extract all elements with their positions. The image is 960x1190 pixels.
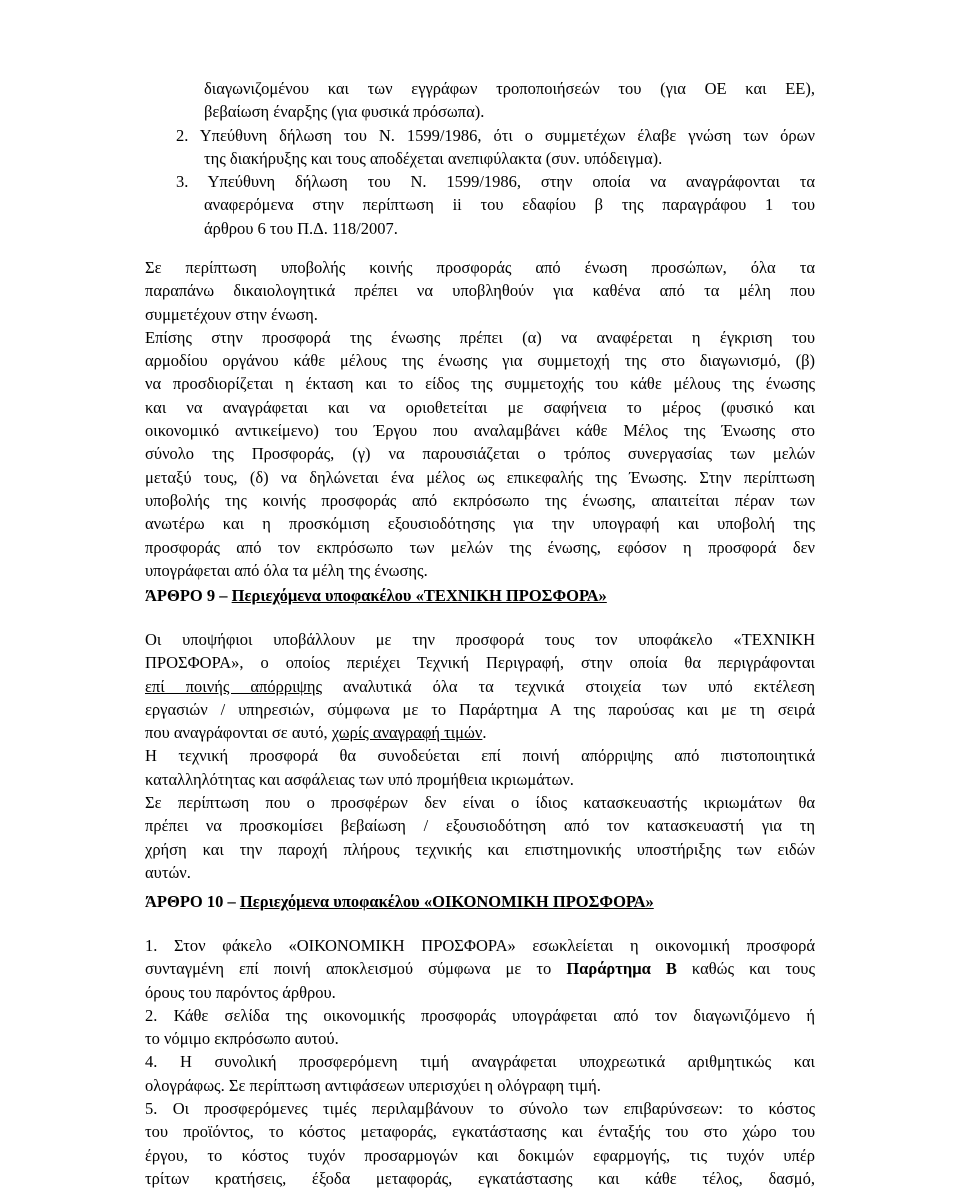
- article-9-line: πρέπει να προσκομίσει βεβαίωση / εξουσιοδότηση από τον κατασκευαστή για τη: [145, 816, 815, 836]
- article-9-line: Η τεχνική προσφορά θα συνοδεύεται επί ποινή απόρριψης από πιστοποιητικά: [145, 746, 815, 766]
- list-line: βεβαίωση έναρξης (για φυσικά πρόσωπα).: [204, 102, 485, 122]
- article-9-number: ΆΡΘΡΟ 9 –: [145, 586, 232, 605]
- requirements-list: [176, 77, 815, 240]
- article-9-title: Περιεχόμενα υποφακέλου «ΤΕΧΝΙΚΗ ΠΡΟΣΦΟΡΑ»: [231, 586, 607, 605]
- list-line: διαγωνιζομένου και των εγγράφων τροποποιήσεών του (για ΟΕ και ΕΕ),: [204, 79, 815, 98]
- article-9-line: χρήση και την παροχή πλήρους τεχνικής και επιστημονικής υποστήριξης των ειδών: [145, 839, 815, 859]
- article-10-number: ΆΡΘΡΟ 10 –: [145, 892, 240, 911]
- paragraph-line: παραπάνω δικαιολογητικά πρέπει να υποβληθούν για καθένα από τα μέλη που: [145, 281, 815, 301]
- article-9-line: Σε περίπτωση που ο προσφέρων δεν είναι ο ίδιος κατασκευαστής ικριωμάτων θα: [145, 793, 815, 813]
- article-10-line: συνταγμένη επί ποινή αποκλεισμού σύμφωνα με το Παράρτημα Β καθώς και τους: [145, 959, 815, 979]
- article-9-heading: [145, 584, 607, 607]
- paragraph-line: Επίσης στην προσφορά της ένωσης πρέπει (α) να αναφέρεται η έγκριση του: [145, 327, 815, 347]
- penalty-underlined: επί ποινής απόρριψης: [145, 676, 323, 696]
- paragraph-line: να προσδιορίζεται η έκταση και το είδος της συμμετοχής του κάθε μέλους της ένωσης: [145, 374, 815, 394]
- article-10-title: Περιεχόμενα υποφακέλου «ΟΙΚΟΝΟΜΙΚΗ ΠΡΟΣΦΟΡΑ»: [239, 892, 654, 911]
- article-9-line: ΠΡΟΣΦΟΡΑ», ο οποίος περιέχει Τεχνική Περιγραφή, στην οποία θα περιγράφονται: [145, 653, 815, 673]
- article-9-line: αυτών.: [145, 862, 191, 882]
- joint-bid-paragraph: [145, 256, 815, 582]
- article-10-line: έργου, το κόστος τυχόν προσαρμογών και δοκιμών εφαρμογής, τις τυχόν υπέρ: [145, 1145, 815, 1165]
- article-10-line: του προϊόντος, το κόστος μεταφοράς, εγκατάστασης και ένταξής του στο χώρο του: [145, 1122, 815, 1142]
- annex-b-bold: Παράρτημα Β: [566, 959, 677, 979]
- article-10-line: τρίτων κρατήσεις, έξοδα μεταφοράς, εγκατάστασης και κάθε τέλος, δασμό,: [145, 1168, 815, 1188]
- list-line: της διακήρυξης και τους αποδέχεται ανεπιφύλακτα (συν. υπόδειγμα).: [204, 148, 663, 168]
- paragraph-line: και να αναγράφεται και να οριοθετείται με σαφήνεια το μέρος (φυσικό και: [145, 397, 815, 417]
- article-9-line: καταλληλότητας και ασφάλειας των υπό προμήθεια ικριωμάτων.: [145, 769, 574, 789]
- list-line: άρθρου 6 του Π.Δ. 118/2007.: [204, 218, 398, 238]
- paragraph-line: οικονομικό αντικείμενο) του Έργου που αναλαμβάνει κάθε Μέλος της Ένωσης στο: [145, 421, 815, 441]
- list-line: αναφερόμενα στην περίπτωση ii του εδαφίου β της παραγράφου 1 του: [204, 195, 815, 215]
- article-9-line: επί ποινής απόρριψης αναλυτικά όλα τα τεχνικά στοιχεία των υπό εκτέλεση: [145, 676, 815, 696]
- article-10-line: 4. Η συνολική προσφερόμενη τιμή αναγράφεται υποχρεωτικά αριθμητικώς και: [145, 1052, 815, 1072]
- list-line: 2. Υπεύθυνη δήλωση του Ν. 1599/1986, ότι ο συμμετέχων έλαβε γνώση των όρων: [176, 125, 815, 145]
- article-10-line: ολογράφως. Σε περίπτωση αντιφάσεων υπερισχύει η ολόγραφη τιμή.: [145, 1075, 601, 1095]
- paragraph-line: Σε περίπτωση υποβολής κοινής προσφοράς από ένωση προσώπων, όλα τα: [145, 258, 815, 277]
- paragraph-line: μεταξύ τους, (δ) να δηλώνεται ένα μέλος ως επικεφαλής της Ένωσης. Στην περίπτωση: [145, 467, 815, 487]
- paragraph-line: ανωτέρω και η προσκόμιση εξουσιοδότησης για την υπογραφή και υποβολή της: [145, 514, 815, 534]
- paragraph-line: υποβολής της κοινής προσφοράς από εκπρόσωπο της ένωσης, απαιτείται πέραν των: [145, 490, 815, 510]
- article-10-line: 2. Κάθε σελίδα της οικονομικής προσφοράς υπογράφεται από τον διαγωνιζόμενο ή: [145, 1005, 815, 1025]
- article-9-line: Οι υποψήφιοι υποβάλλουν με την προσφορά τους τον υποφάκελο «ΤΕΧΝΙΚΗ: [145, 630, 815, 649]
- list-line: 3. Υπεύθυνη δήλωση του Ν. 1599/1986, στην οποία να αναγράφονται τα: [176, 172, 815, 192]
- article-10-heading: [145, 890, 654, 913]
- paragraph-line: υπογράφεται από όλα τα μέλη της ένωσης.: [145, 560, 428, 580]
- paragraph-line: αρμοδίου οργάνου κάθε μέλους της ένωσης για συμμετοχή της στο διαγωνισμό, (β): [145, 351, 815, 371]
- article-10-line: 5. Οι προσφερόμενες τιμές περιλαμβάνουν το σύνολο των επιβαρύνσεων: το κόστος: [145, 1099, 815, 1119]
- article-10-line: 1. Στον φάκελο «ΟΙΚΟΝΟΜΙΚΗ ΠΡΟΣΦΟΡΑ» εσωκλείεται η οικονομική προσφορά: [145, 936, 815, 955]
- article-9-line: που αναγράφονται σε αυτό, χωρίς αναγραφή τιμών.: [145, 723, 487, 743]
- paragraph-line: σύνολο της Προσφοράς, (γ) να παρουσιάζεται ο τρόπος συνεργασίας των μελών: [145, 444, 815, 464]
- article-10-line: όρους του παρόντος άρθρου.: [145, 982, 336, 1002]
- article-9-body: [145, 628, 815, 884]
- article-10-body: [145, 934, 815, 1190]
- paragraph-line: συμμετέχουν στην ένωση.: [145, 304, 318, 324]
- article-9-line: εργασιών / υπηρεσιών, σύμφωνα με το Παράρτημα Α της παρούσας και με τη σειρά: [145, 699, 815, 719]
- article-10-line: το νόμιμο εκπρόσωπο αυτού.: [145, 1029, 339, 1049]
- paragraph-line: προσφοράς από τον εκπρόσωπο των μελών της ένωσης, εφόσον η προσφορά δεν: [145, 537, 815, 557]
- no-prices-underlined: χωρίς αναγραφή τιμών: [331, 723, 483, 743]
